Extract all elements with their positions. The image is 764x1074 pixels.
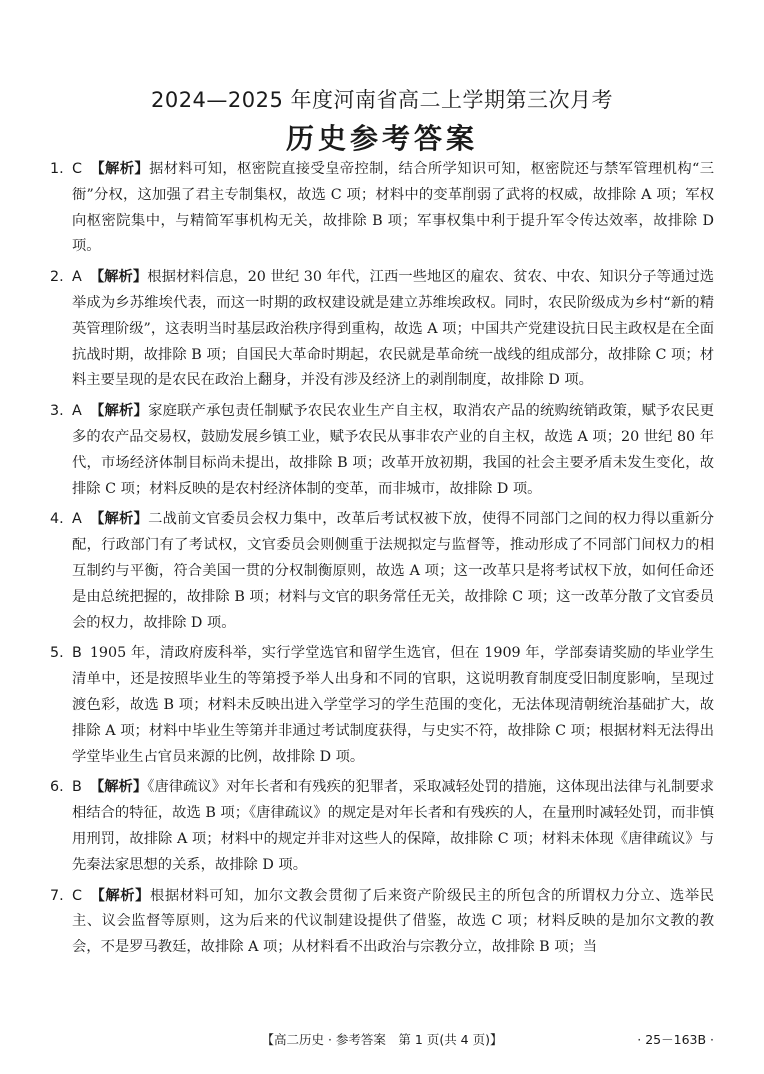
page-title: 2024—2025 年度河南省高二上学期第三次月考 [150,88,614,112]
item-tag: 【解析】 [89,269,148,286]
item-answer: B [72,779,82,796]
item-number: 5. [50,645,64,662]
item-text: 《唐律疏议》对年长者和有残疾的犯罪者，采取减轻处罚的措施，这体现出法律与礼制要求相结合的特征，故选 B 项；《唐律疏议》的规定是对年长者和有残疾的人，在量刑时减轻处罚，而非慎用刑罚，故排除 A 项；材料中的规定并非对这些人的保障，故排除 C 项；材料未体现《唐律疏议》与先秦法家思想的关系，故排除 D 项。 [72,779,714,873]
item-answer: A [72,403,82,420]
item-number: 6. [50,779,64,796]
item-number: 3. [50,403,64,420]
item-text: 根据材料可知，加尔文教会贯彻了后来资产阶级民主的所包含的所谓权力分立、选举民主、议会监督等原则，这为后来的代议制建设提供了借鉴，故选 C 项；材料反映的是加尔文教的教会，不是罗马教廷，故排除 A 项；从材料看不出政治与宗教分立，故排除 B 项；当 [72,887,715,956]
item-text: 1905 年，清政府废科举，实行学堂选官和留学生选官，但在 1909 年，学部奏请奖励的毕业学生清单中，还是按照毕业生的等第授予举人出身和不同的官职，这说明教育制度受旧制度影响，呈现过渡色彩，故选 B 项；材料未反映出进入学堂学习的学生范围的变化，无法体现清朝统治基础扩大，故排除 A 项；材料中毕业生等第并非通过考试制度获得，与史实不符，故排除 C 项；根据材料无法得出学堂毕业生占官员来源的比例，故排除 D 项。 [72,645,714,765]
item-number: 1. [50,161,64,177]
item-text: 家庭联产承包责任制赋予农民农业生产自主权，取消农产品的统购统销政策，赋予农民更多的农产品交易权，鼓励发展乡镇工业，赋予农民从事非农产业的自主权，故选 A 项；20 世纪 80 年代，市场经济体制目标尚未提出，故排除 B 项；改革开放初期，我国的社会主要矛盾未发生变化，故排除 C 项；材料反映的是农村经济体制的变革，而非城市，故排除 D 项。 [72,403,715,497]
item-text: 据材料可知，枢密院直接受皇帝控制，结合所学知识可知，枢密院还与禁军管理机构“三衙”分权，这加强了君主专制集权，故选 C 项；材料中的变革削弱了武将的权威，故排除 A 项；军权向枢密院集中，与精简军事机构无关，故排除 B 项；军事权集中利于提升军令传达效率，故排除 D 项。 [72,161,714,255]
item-tag: 【解析】 [89,779,148,796]
answer-item-5 [50,641,714,770]
item-number: 7. [50,887,64,904]
item-tag: 【解析】 [89,161,150,177]
page-subtitle: 历史参考答案 [285,122,478,155]
item-number: 2. [50,269,64,286]
item-text: 二战前文官委员会权力集中，改革后考试权被下放，使得不同部门之间的权力得以重新分配，行政部门有了考试权，文官委员会则侧重于法规拟定与监督等，推动形成了不同部门间权力的相互制约与平衡，符合美国一贯的分权制衡原则，故选 A 项；这一改革只是将考试权下放，如何任命还是由总统把握的，故排除 B 项；材料与文官的职务常任无关，故排除 C 项；这一改革分散了文官委员会的权力，故排除 D 项。 [72,511,715,631]
item-answer: C [72,887,82,904]
item-answer: B [72,645,82,662]
answer-item-7 [50,884,714,961]
item-tag: 【解析】 [89,403,149,420]
item-answer: A [72,269,82,286]
answer-item-4 [50,507,714,636]
item-number: 4. [50,511,64,528]
answer-item-3 [50,399,714,502]
item-tag: 【解析】 [89,887,150,904]
footer-code: · 25－163B · [637,1032,714,1047]
answer-item-2 [50,265,714,394]
answer-item-6 [50,775,714,878]
item-answer: A [72,511,82,528]
item-answer: C [72,161,82,177]
answer-item-1 [50,157,714,260]
answer-list [50,152,714,961]
item-text: 根据材料信息，20 世纪 30 年代，江西一些地区的雇农、贫农、中农、知识分子等通过选举成为乡苏维埃代表，而这一时期的政权建设就是建立苏维埃政权。同时，农民阶级成为乡村“新的精英管理阶级”，这表明当时基层政治秩序得到重构，故选 A 项；中国共产党建设抗日民主政权是在全面抗战时期，故排除 B 项；自国民大革命时期起，农民就是革命统一战线的组成部分，故排除 C 项；材料主要呈现的是农民在政治上翻身，并没有涉及经济上的剥削制度，故排除 D 项。 [72,269,715,389]
footer-page-info: 【高二历史 · 参考答案 第 1 页(共 4 页)】 [261,1032,503,1047]
page-footer [0,1030,764,1052]
item-tag: 【解析】 [89,511,149,528]
